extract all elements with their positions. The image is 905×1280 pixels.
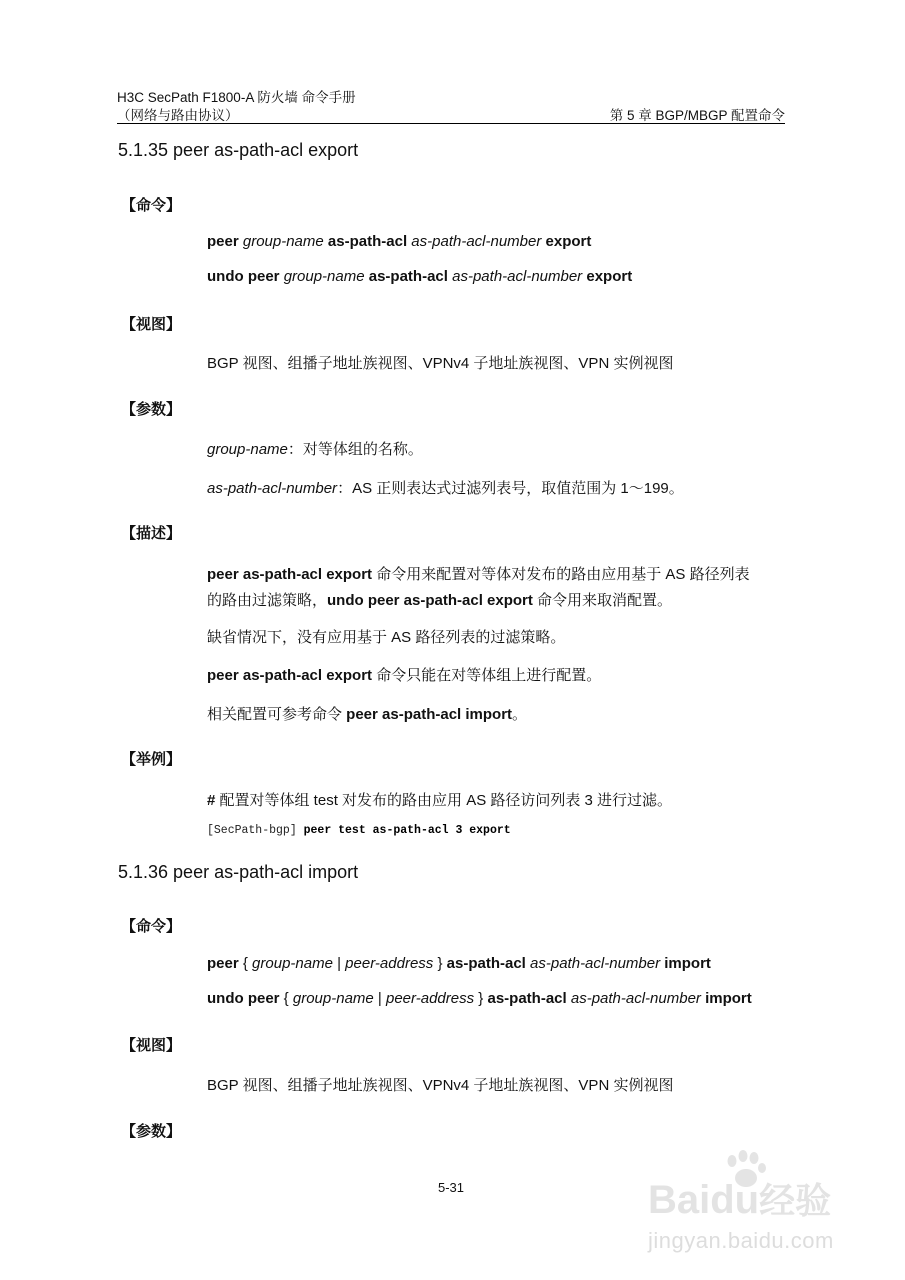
view-text: BGP 视图、组播子地址族视图、VPNv4 子地址族视图、VPN 实例视图 [207, 355, 674, 372]
param-group-name: group-name：对等体组的名称。 [207, 441, 423, 458]
watermark-url: jingyan.baidu.com [648, 1228, 834, 1253]
command-label: 【命令】 [121, 197, 182, 214]
undo-command-line: undo peer group-name as-path-acl as-path-acl-number export [207, 268, 633, 285]
header-chapter: 第 5 章 BGP/MBGP 配置命令 [609, 108, 785, 123]
header-rule [117, 123, 785, 124]
description-label: 【描述】 [121, 525, 182, 542]
view-label: 【视图】 [121, 316, 182, 333]
desc-default: 缺省情况下，没有应用基于 AS 路径列表的过滤策略。 [207, 629, 566, 646]
command-line-2: peer { group-name | peer-address } as-path-acl as-path-acl-number import [207, 955, 711, 972]
example-code: [SecPath-bgp] peer test as-path-acl 3 export [207, 824, 511, 837]
undo-command-line-2: undo peer { group-name | peer-address } as-path-acl as-path-acl-number import [207, 990, 752, 1007]
desc-related: 相关配置可参考命令 peer as-path-acl import。 [207, 706, 528, 723]
section-title-import: 5.1.36 peer as-path-acl import [118, 862, 359, 882]
section-title-export: 5.1.35 peer as-path-acl export [118, 140, 359, 160]
view-text-2: BGP 视图、组播子地址族视图、VPNv4 子地址族视图、VPN 实例视图 [207, 1077, 674, 1094]
params-label: 【参数】 [121, 401, 182, 418]
view-label-2: 【视图】 [121, 1037, 182, 1054]
params-label-2: 【参数】 [121, 1123, 182, 1140]
desc-line-1: peer as-path-acl export 命令用来配置对等体对发布的路由应用基于 AS 路径列表 [207, 566, 750, 583]
param-acl-number: as-path-acl-number：AS 正则表达式过滤列表号，取值范围为 1～199。 [207, 480, 684, 497]
page-number: 5-31 [438, 1180, 465, 1195]
header-subtitle: （网络与路由协议） [117, 108, 239, 123]
desc-group-only: peer as-path-acl export 命令只能在对等体组上进行配置。 [207, 667, 602, 684]
command-line: peer group-name as-path-acl as-path-acl-number export [207, 233, 592, 250]
header-title: H3C SecPath F1800-A 防火墙 命令手册 [117, 90, 356, 105]
example-label: 【举例】 [121, 751, 182, 768]
example-comment: # 配置对等体组 test 对发布的路由应用 AS 路径访问列表 3 进行过滤。 [207, 792, 673, 809]
command-label-2: 【命令】 [121, 918, 182, 935]
desc-line-2: 的路由过滤策略，undo peer as-path-acl export 命令用来取消配置。 [207, 592, 673, 609]
